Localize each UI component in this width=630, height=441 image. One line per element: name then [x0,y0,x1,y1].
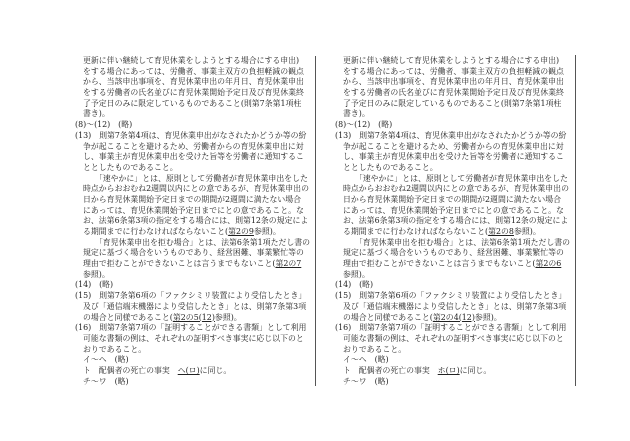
cross-reference-link[interactable]: 第2の7 [275,259,302,269]
text-line: (15) 則第7条第6項の「ファクシミリ装置により受信したとき」 [75,291,307,301]
text-line: 及び「通信端末機器により受信したとき」とは、則第7条第3項 [83,301,307,311]
text-line: 更新に伴い継続して育児休業をしようとする場合にする申出) [343,56,560,65]
text-line: 参照)。 [83,269,110,279]
text-segment: ト 配偶者の死亡の事実 [83,365,178,375]
text-line: をする労働者の氏名並びに育児休業開始予定日及び育児休業終 [83,88,304,98]
text-segment: 理由で拒むことができないことは言うまでもないこと( [83,259,276,269]
left-column-divider [315,56,316,386]
text-line: をする労働者の氏名並びに育児休業開始予定日及び育児休業終 [343,88,564,98]
text-line [75,313,315,324]
text-line: (14) (略) [335,280,374,290]
cross-reference-link[interactable]: ホ(ロ) [437,365,460,375]
text-line: (8)～(12) (略) [335,120,393,130]
cross-reference-link[interactable]: ヘ(ロ) [177,365,200,375]
text-line: 参照)。 [343,269,370,279]
cross-reference-link[interactable]: 第2の5(12) [172,312,215,322]
text-line: 「育児休業申出を拒む場合」とは、法第6条第1項ただし書の [343,237,571,247]
text-line: イ～ヘ (略) [83,355,129,365]
text-line: から、当該申出事項を、育児休業申出の年月日、育児休業申出 [343,77,564,87]
text-line [75,227,315,238]
text-segment: 参照)。 [474,312,502,322]
text-line: 規定に基づく場合をいうものであり、経営困難、事業繁忙等の [83,248,304,258]
text-line: (13) 則第7条第4項は、育児休業申出がなされたかどうか等の紛 [75,130,307,140]
text-segment: 理由で拒むことができないことは言うまでもないこと( [343,259,536,269]
text-line: にあっては、育児休業開始予定日までにとの意であること。な [83,205,304,215]
text-line: チ～ワ (略) [83,376,129,386]
text-line: イ～ヘ (略) [343,355,389,365]
text-line [75,259,315,270]
text-segment: る期間までに行わなければならないこと( [343,227,489,236]
text-line: ととしたものであること。 [83,162,178,172]
text-line: 「速やかに」とは、原則として労働者が育児休業申出をした [83,173,308,183]
text-line: (8)～(12) (略) [75,120,133,130]
text-line: 及び「通信端末機器により受信したとき」とは、則第7条第3項 [343,301,567,311]
text-line: 時点からおおむね2週間以内にとの意であるが、育児休業申出の [343,184,569,194]
text-segment: 参照)。 [214,312,242,322]
text-line: (15) 則第7条第6項の「ファクシミリ装置により受信したとき」 [335,291,567,301]
cross-reference-link[interactable]: 第2の4(12) [432,312,475,322]
text-line: から、当該申出事項を、育児休業申出の年月日、育児休業申出 [83,77,304,87]
text-line: 時点からおおむね2週間以内にとの意であるが、育児休業申出の [83,184,309,194]
text-line: 「育児休業申出を拒む場合」とは、法第6条第1項ただし書の [83,237,311,247]
text-line: ととしたものであること。 [343,162,438,172]
text-line [335,313,575,324]
text-line: お、法第6条第3項の指定をする場合には、則第12条の規定によ [83,216,309,226]
cross-reference-link[interactable]: 第2の9 [228,227,254,236]
text-segment: ト 配偶者の死亡の事実 [343,365,438,375]
text-line: おりであること。 [343,344,407,354]
text-line: をする場合にあっては、労働者、事業主双方の負担軽減の観点 [83,66,304,76]
text-line [335,259,575,270]
cross-reference-link[interactable]: 第2の6 [535,259,562,269]
text-segment: に同じ。 [459,365,492,375]
text-line: 「速やかに」とは、原則として労働者が育児休業申出をした [343,173,568,183]
text-line: 可能な書類の例は、それぞれの証明すべき事実に応じ以下のと [83,333,304,343]
text-line: (16) 則第7条第7項の「証明することができる書類」として利用 [75,323,307,333]
text-line: をする場合にあっては、労働者、事業主双方の負担軽減の観点 [343,66,564,76]
text-segment: の場合と同様であること( [83,312,173,322]
text-line: にあっては、育児休業開始予定日までにとの意であること。な [343,205,564,215]
text-line: し、事業主が育児休業申出を受けた旨等を労働者に通知するこ [83,152,304,162]
text-line: 書き)。 [343,109,370,119]
text-line: 書き)。 [83,109,110,119]
left-column-text [75,56,315,387]
text-line [335,227,575,238]
cross-reference-link[interactable]: 第2の8 [488,227,514,236]
text-line: 可能な書類の例は、それぞれの証明すべき事実に応じ以下のと [343,333,564,343]
text-line: 争が起こることを避けるため、労働者からの育児休業申出に対 [343,141,564,151]
text-line [75,366,315,377]
text-line: おりであること。 [83,344,147,354]
text-line: 争が起こることを避けるため、労働者からの育児休業申出に対 [83,141,304,151]
text-line: 更新に伴い継続して育児休業をしようとする場合にする申出) [83,56,300,65]
text-line: (16) 則第7条第7項の「証明することができる書類」として利用 [335,323,567,333]
text-segment: 参照)。 [513,227,541,236]
text-segment: の場合と同様であること( [343,312,433,322]
right-column-divider [575,55,576,386]
text-line: お、法第6条第3項の指定をする場合には、則第12条の規定によ [343,216,569,226]
text-line: 了予定日のみに限定しているものであること(則第7条第1項柱 [343,98,562,108]
text-segment: に同じ。 [199,365,232,375]
text-line: 了予定日のみに限定しているものであること(則第7条第1項柱 [83,98,302,108]
right-column-text [335,56,575,387]
text-line: 日から育児休業開始予定日までの期間が2週間に満たない場合 [83,194,302,204]
text-line: 規定に基づく場合をいうものであり、経営困難、事業繁忙等の [343,248,564,258]
text-segment: 参照)。 [253,227,281,236]
text-line: (14) (略) [75,280,114,290]
text-line [335,366,575,377]
text-line: (13) 則第7条第4項は、育児休業申出がなされたかどうか等の紛 [335,130,567,140]
text-line: チ～ワ (略) [343,376,389,386]
text-segment: る期間までに行わなければならないこと( [83,227,229,236]
text-line: 日から育児休業開始予定日までの期間が2週間に満たない場合 [343,194,562,204]
text-line: し、事業主が育児休業申出を受けた旨等を労働者に通知するこ [343,152,564,162]
